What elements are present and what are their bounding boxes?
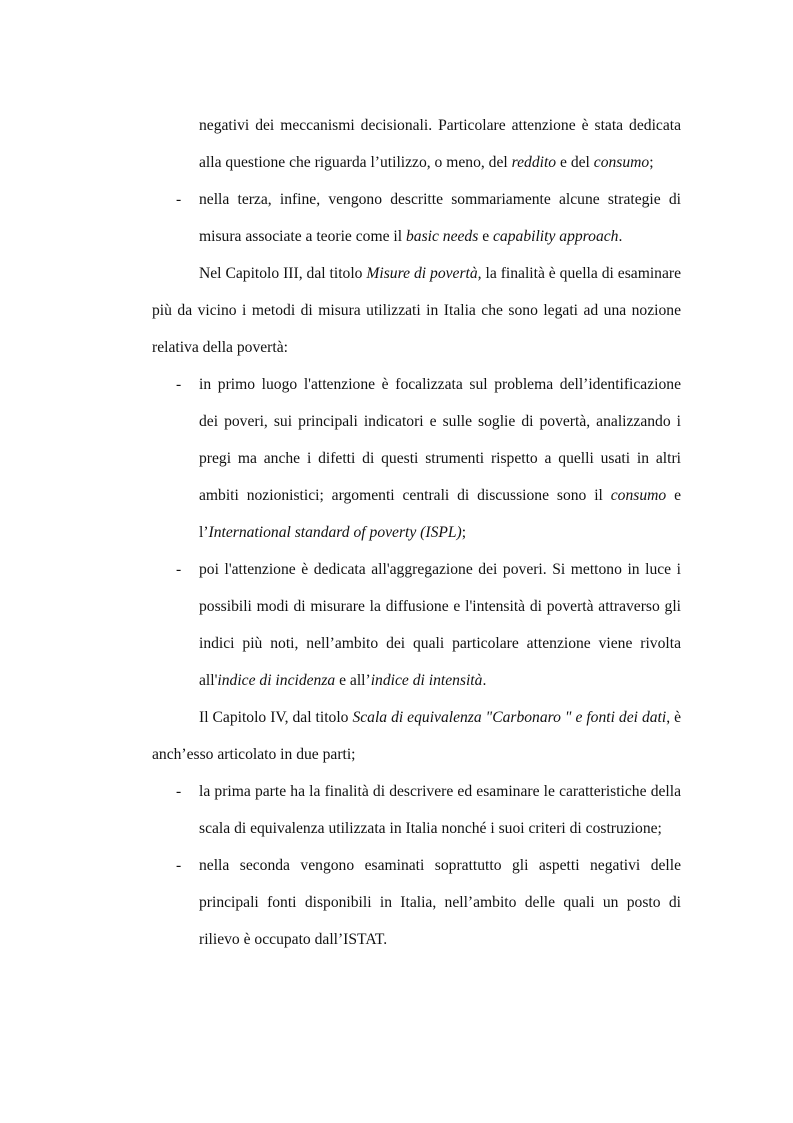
list-dash: - xyxy=(176,191,182,208)
list-item-text xyxy=(199,783,681,837)
list-item xyxy=(152,551,681,699)
chapter4-paragraph xyxy=(152,699,681,773)
italic-text-run: Scala di equivalenza "Carbonaro " e fonti dei dati xyxy=(352,709,667,726)
list-item xyxy=(152,366,681,551)
italic-text-run: indice di incidenza xyxy=(217,672,336,689)
italic-text-run: International standard of poverty (ISPL) xyxy=(208,524,462,541)
text-run: ; xyxy=(461,524,467,541)
text-run: la finalità è quella di esaminare più da vicino i metodi di misura utilizzati in Italia che sono legati ad una nozione relativa della povertà: xyxy=(152,265,681,356)
italic-text-run: consumo xyxy=(593,154,650,171)
italic-text-run: indice di intensità xyxy=(370,672,483,689)
text-run: . xyxy=(482,672,487,689)
italic-text-run: consumo xyxy=(610,487,667,504)
text-run: ; xyxy=(649,154,654,171)
text-run: , è anch’esso articolato in due parti; xyxy=(152,709,682,763)
text-run: nella terza, infine, vengono descritte sommariamente alcune strategie di misura associate a teorie come il xyxy=(199,191,681,245)
text-run: in primo luogo l'attenzione è focalizzata sul problema dell’identificazione dei poveri, sui principali indicatori e sulle soglie di povertà, analizzando i pregi ma anche i difetti di questi strumenti rispetto a quelli usati in altri ambiti nozionistici; argomenti centrali di discussione sono il xyxy=(199,376,681,504)
italic-text-run: basic needs xyxy=(405,228,479,245)
text-run: e all’ xyxy=(335,672,371,689)
list-item xyxy=(152,773,681,847)
italic-text-run: Misure di povertà, xyxy=(366,265,482,282)
intro-continuation xyxy=(199,107,681,181)
italic-text-run: capability approach xyxy=(493,228,619,245)
list-item-text xyxy=(199,376,681,541)
list-item-text xyxy=(199,857,681,948)
document-page xyxy=(152,107,681,958)
text-run: negativi dei meccanismi decisionali. Particolare attenzione è stata dedicata alla questione che riguarda l’utilizzo, o meno, del xyxy=(199,117,681,171)
list-dash: - xyxy=(176,783,182,800)
text-run: e l’ xyxy=(199,487,681,541)
chapter3-paragraph xyxy=(152,255,681,366)
text-run: Nel Capitolo III, dal titolo xyxy=(199,265,367,282)
list-dash: - xyxy=(176,561,182,578)
text-run: e xyxy=(478,228,494,245)
text-run: nella seconda vengono esaminati soprattutto gli aspetti negativi delle principali fonti disponibili in Italia, nell’ambito delle quali un posto di rilievo è occupato dall’ISTAT. xyxy=(199,857,681,948)
text-run: Il Capitolo IV, dal titolo xyxy=(199,709,353,726)
text-run: la prima parte ha la finalità di descrivere ed esaminare le caratteristiche della scala di equivalenza utilizzata in Italia nonché i suoi criteri di costruzione; xyxy=(199,783,681,837)
list-item-text xyxy=(199,191,681,245)
list-item-text xyxy=(199,561,681,689)
text-run: poi l'attenzione è dedicata all'aggregazione dei poveri. Si mettono in luce i possibili modi di misurare la diffusione e l'intensità di povertà attraverso gli indici più noti, nell’ambito dei quali particolare attenzione viene rivolta all' xyxy=(199,561,681,689)
italic-text-run: reddito xyxy=(511,154,557,171)
list-item xyxy=(152,181,681,255)
list-dash: - xyxy=(176,376,182,393)
list-item xyxy=(152,847,681,958)
text-run: e del xyxy=(556,154,594,171)
text-run: . xyxy=(618,228,623,245)
list-dash: - xyxy=(176,857,182,874)
